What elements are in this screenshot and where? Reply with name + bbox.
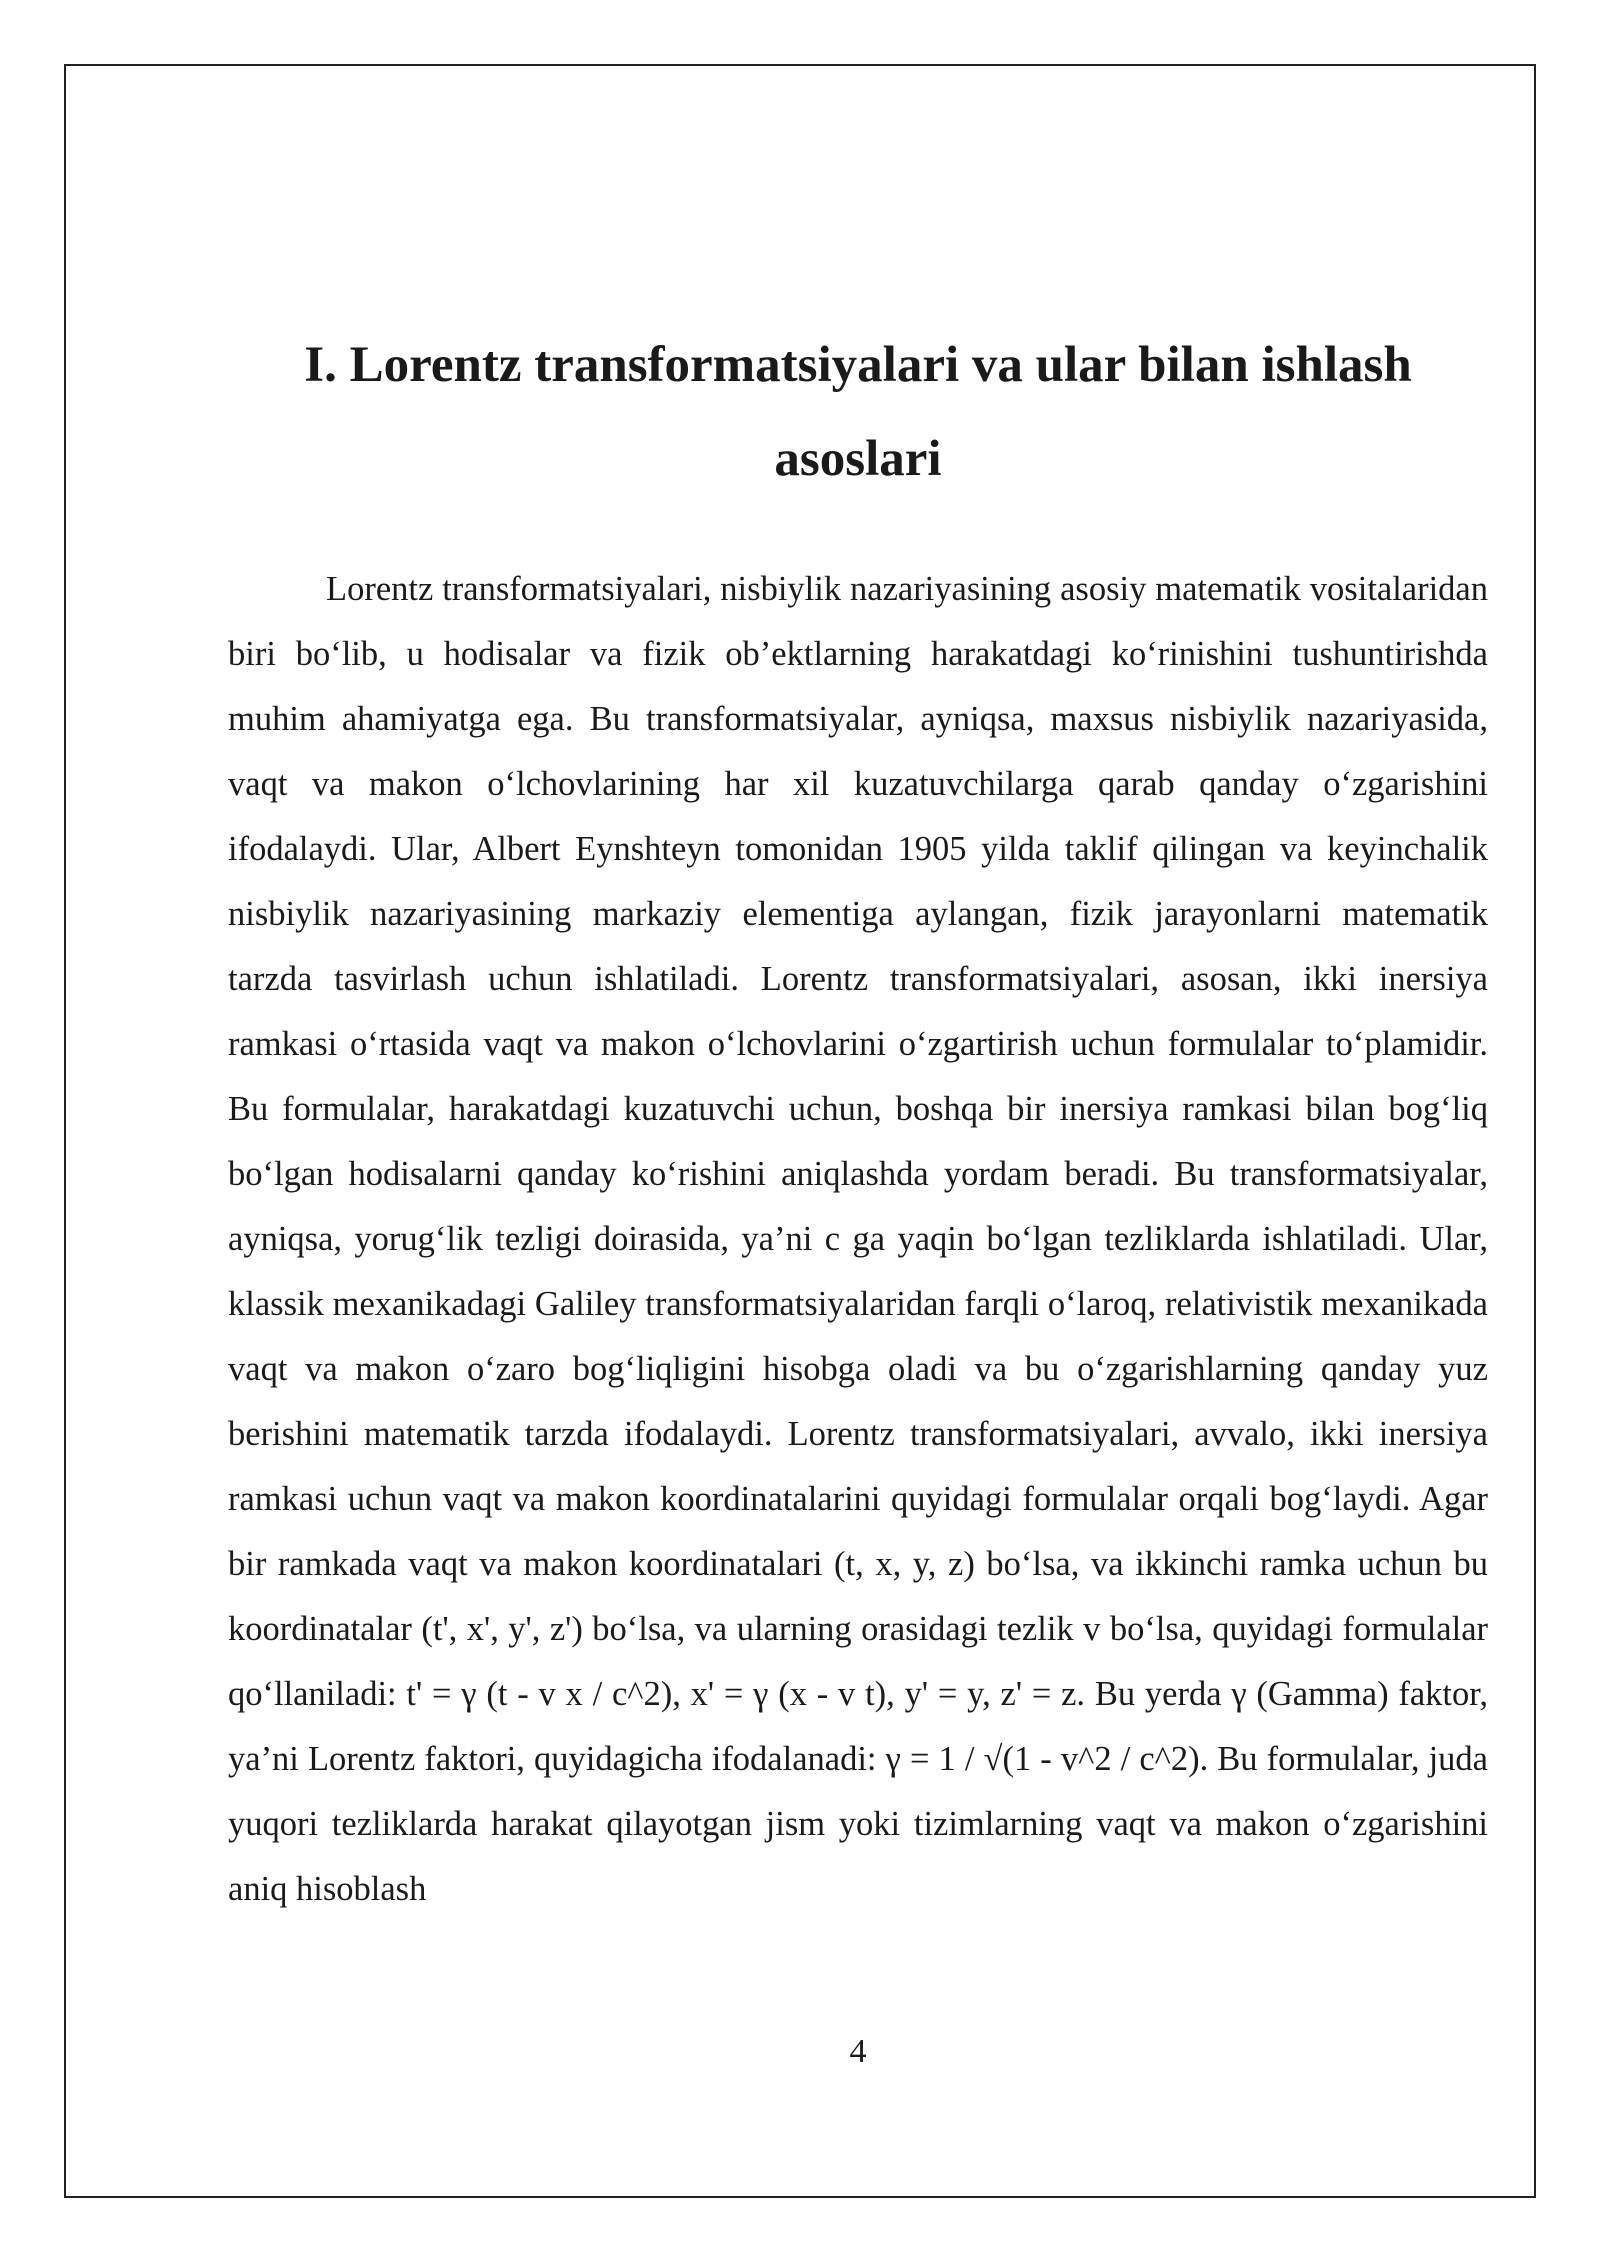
section-title: I. Lorentz transformatsiyalari va ular bilan ishlash asoslari [304, 337, 1412, 487]
page-number: 4 [849, 2033, 867, 2070]
body-paragraph: Lorentz transformatsiyalari, nisbiylik nazariyasining asosiy matematik vositalaridan biri bo‘lib, u hodisalar va fizik ob’ektlarning harakatdagi ko‘rinishini tushuntirishda muhim ahamiyatga ega. Bu transformatsiyalar, ayniqsa, maxsus nisbiylik nazariyasida, vaqt va makon o‘lchovlarining har xil kuzatuvchilarga qarab qanday o‘zgarishini ifodalaydi. Ular, Albert Eynshteyn tomonidan 1905 yilda taklif qilingan va keyinchalik nisbiylik nazariyasining markaziy elementiga aylangan, fizik jarayonlarni matematik tarzda tasvirlash uchun ishlatiladi. Lorentz transformatsiyalari, asosan, ikki inersiya ramkasi o‘rtasida vaqt va makon o‘lchovlarini o‘zgartirish uchun formulalar to‘plamidir. Bu formulalar, harakatdagi kuzatuvchi uchun, boshqa bir inersiya ramkasi bilan bog‘liq bo‘lgan hodisalarni qanday ko‘rishini aniqlashda yordam beradi. Bu transformatsiyalar, ayniqsa, yorug‘lik tezligi doirasida, ya’ni c ga yaqin bo‘lgan tezliklarda ishlatiladi. Ular, klassik mexanikadagi Galiley transformatsiyalaridan farqli o‘laroq, relativistik mexanikada vaqt va makon o‘zaro bog‘liqligini hisobga oladi va bu o‘zgarishlarning qanday yuz berishini matematik tarzda ifodalaydi. Lorentz transformatsiyalari, avvalo, ikki inersiya ramkasi uchun vaqt va makon koordinatalarini quyidagi formulalar orqali bog‘laydi. Agar bir ramkada vaqt va makon koordinatalari (t, x, y, z) bo‘lsa, va ikkinchi ramka uchun bu koordinatalar (t', x', y', z') bo‘lsa, va ularning orasidagi tezlik v bo‘lsa, quyidagi formulalar qo‘llaniladi: t' = γ (t - v x / c^2), x' = γ (x - v t), y' = y, z' = z. Bu yerda γ (Gamma) faktor, ya’ni Lorentz faktori, quyidagicha ifodalanadi: γ = 1 / √(1 - v^2 / c^2). Bu formulalar, juda yuqori tezliklarda harakat qilayotgan jism yoki tizimlarning vaqt va makon o‘zgarishini aniq hisoblash [228, 570, 1488, 1908]
